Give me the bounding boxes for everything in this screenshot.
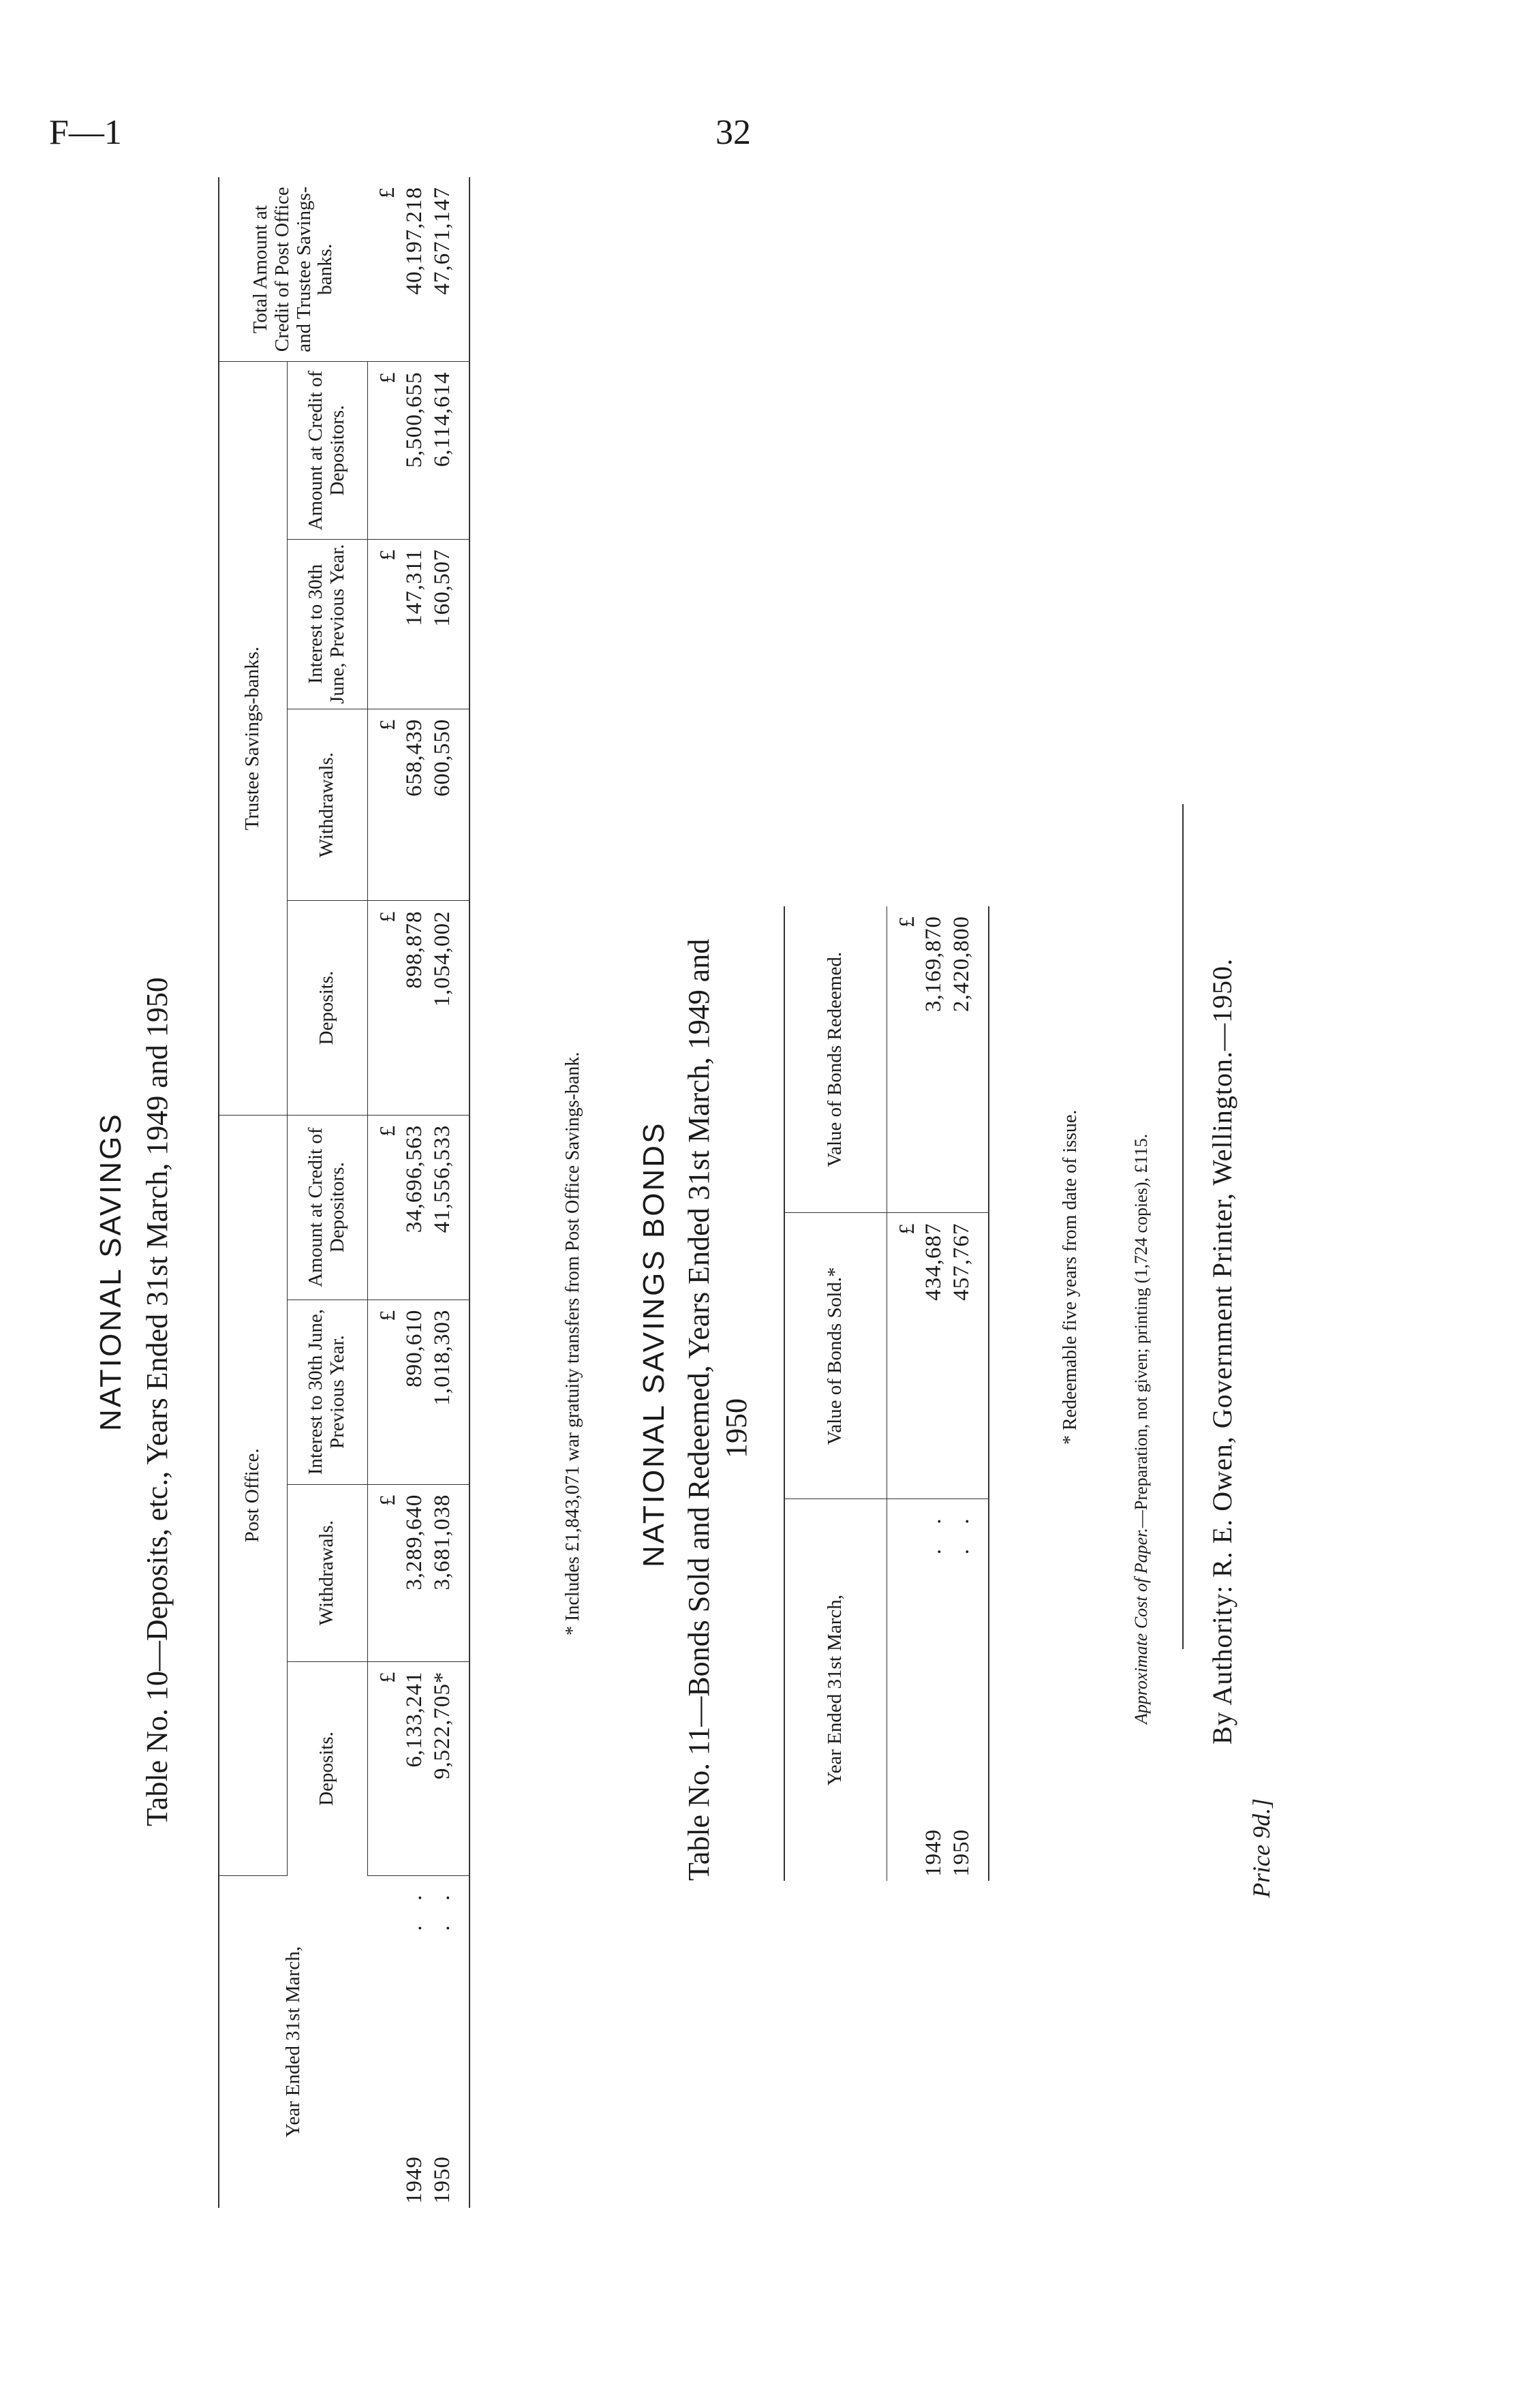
table-row	[920, 906, 948, 1881]
po-interest-cell: 1,018,303	[429, 1300, 469, 1484]
table-10-deposits	[218, 177, 470, 2208]
header-bonds-redeemed: Value of Bonds Redeemed.	[784, 906, 887, 1213]
ts-withdrawals-cell: 658,439	[401, 709, 429, 901]
table-11-caption-line1: Table No. 11—Bonds Sold and Redeemed, Years Ended 31st March, 1949 and	[682, 938, 715, 1881]
header-ts-deposits: Deposits.	[287, 901, 367, 1115]
page-number: 32	[715, 113, 751, 152]
row-year: 1950 . .	[429, 1875, 469, 2208]
ts-withdrawals-cell: 600,550	[429, 709, 469, 901]
header-bonds-sold: Value of Bonds Sold.*	[784, 1213, 887, 1499]
header-po-amount: Amount at Credit of Depositors.	[287, 1115, 367, 1300]
table-10-caption: Table No. 10—Deposits, etc., Years Ended 31st March, 1949 and 1950	[140, 977, 174, 1826]
header-po-withdrawals: Withdrawals.	[287, 1484, 367, 1661]
table-11-caption-line2: 1950	[720, 1398, 753, 1458]
unit-symbol: £	[367, 1661, 401, 1875]
po-deposits-cell: 9,522,705*	[429, 1661, 469, 1875]
ts-deposits-cell: 1,054,002	[429, 901, 469, 1115]
header-ts-interest: Interest to 30th June, Previous Year.	[287, 539, 367, 709]
po-withdrawals-cell: 3,289,640	[401, 1484, 429, 1661]
table-row	[429, 177, 469, 2208]
total-cell: 40,197,218	[401, 177, 429, 362]
table-11-footnote: * Redeemable five years from date of issue.	[1060, 1109, 1081, 1445]
ts-amount-cell: 6,114,614	[429, 362, 469, 539]
ts-interest-cell: 160,507	[429, 539, 469, 709]
unit-symbol: £	[887, 1213, 920, 1499]
unit-symbol: £	[367, 1300, 401, 1484]
cost-note-text: —Preparation, not given; printing (1,724 copies), £115.	[1131, 1133, 1151, 1528]
unit-symbol: £	[367, 709, 401, 901]
cost-note-label: Approximate Cost of Paper.	[1131, 1528, 1151, 1724]
table-10-footnote: * Includes £1,843,071 war gratuity transfers from Post Office Savings-bank.	[562, 1051, 583, 1635]
header-ts-amount: Amount at Credit of Depositors.	[287, 362, 367, 539]
po-amount-cell: 41,556,533	[429, 1115, 469, 1300]
table-row	[401, 177, 429, 2208]
po-amount-cell: 34,696,563	[401, 1115, 429, 1300]
unit-symbol: £	[367, 177, 401, 362]
bonds-sold-cell: 434,687	[920, 1213, 948, 1499]
unit-symbol: £	[367, 1484, 401, 1661]
po-deposits-cell: 6,133,241	[401, 1661, 429, 1875]
national-savings-heading: NATIONAL SAVINGS	[94, 1112, 127, 1431]
bonds-redeemed-cell: 2,420,800	[948, 906, 989, 1213]
cost-note	[1131, 1134, 1152, 1724]
bonds-sold-cell: 457,767	[948, 1213, 989, 1499]
savings-bonds-heading: NATIONAL SAVINGS BONDS	[637, 1121, 671, 1567]
table-row	[948, 906, 989, 1881]
table-11-bonds	[784, 906, 989, 1881]
header-po-deposits: Deposits.	[287, 1661, 367, 1875]
row-year: 1950 . .	[948, 1499, 989, 1881]
header-total-amount: Total Amount at Credit of Post Office and Trustee Savings-banks.	[219, 177, 367, 362]
printer-authority: By Authority: R. E. Owen, Government Printer, Wellington.—1950.	[1207, 957, 1237, 1744]
rotated-page-body	[0, 186, 1363, 2262]
unit-symbol: £	[367, 539, 401, 709]
header-po-interest: Interest to 30th June, Previous Year.	[287, 1300, 367, 1484]
divider-rule	[1182, 804, 1184, 1649]
header-post-office: Post Office.	[219, 1115, 287, 1875]
price: Price 9d.]	[1248, 1798, 1275, 1898]
row-year: 1949 . .	[921, 1509, 946, 1877]
po-withdrawals-cell: 3,681,038	[429, 1484, 469, 1661]
unit-symbol: £	[367, 1115, 401, 1300]
header-year: Year Ended 31st March,	[219, 1875, 367, 2208]
unit-symbol: £	[367, 901, 401, 1115]
unit-blank	[887, 1499, 920, 1881]
header-year: Year Ended 31st March,	[784, 1499, 887, 1881]
unit-symbol: £	[367, 362, 401, 539]
bonds-redeemed-cell: 3,169,870	[920, 906, 948, 1213]
header-ts-withdrawals: Withdrawals.	[287, 709, 367, 901]
header-trustee-savings-banks: Trustee Savings-banks.	[219, 362, 287, 1115]
unit-symbol: £	[887, 906, 920, 1213]
ts-deposits-cell: 898,878	[401, 901, 429, 1115]
ts-amount-cell: 5,500,655	[401, 362, 429, 539]
page-code: F—1	[49, 113, 122, 152]
ts-interest-cell: 147,311	[401, 539, 429, 709]
total-cell: 47,671,147	[429, 177, 469, 362]
unit-blank	[367, 1875, 401, 2208]
po-interest-cell: 890,610	[401, 1300, 429, 1484]
row-year: 1949 . .	[401, 1885, 427, 2204]
